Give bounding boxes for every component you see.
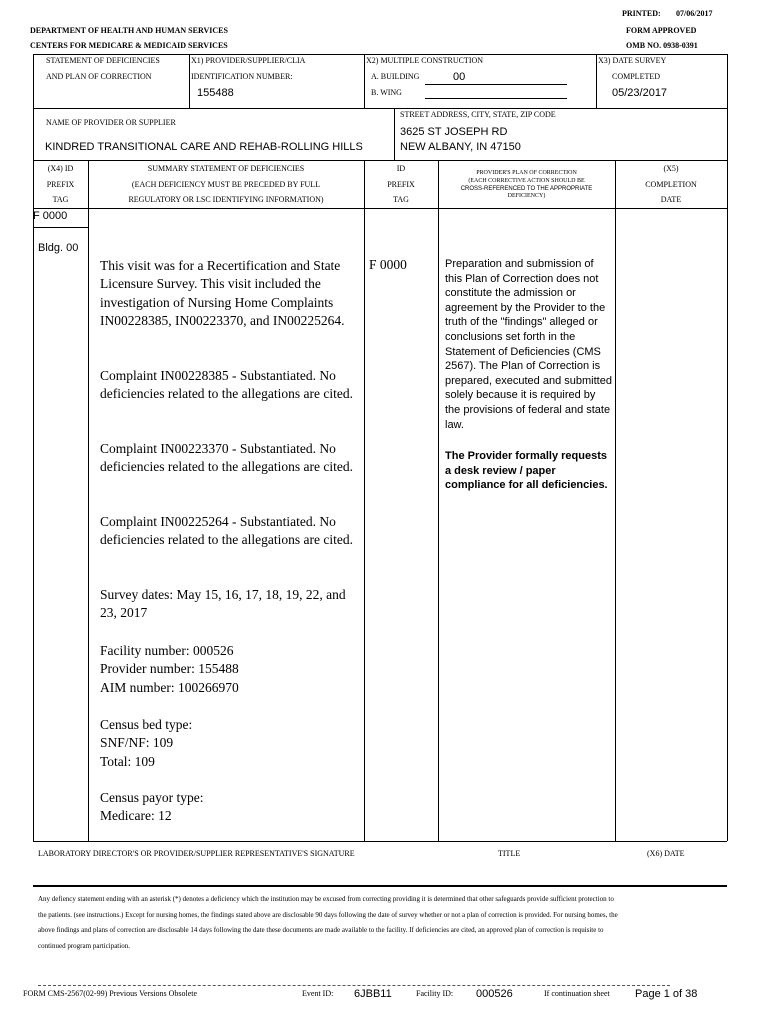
- deficiency-tag: F 0000: [33, 210, 68, 222]
- x4-tag-label: TAG: [52, 195, 69, 204]
- summary-header: SUMMARY STATEMENT OF DEFICIENCIES: [147, 164, 305, 173]
- prefix-label: PREFIX: [387, 180, 415, 189]
- provider-id-label: X1) PROVIDER/SUPPLIER/CLIA: [191, 56, 306, 65]
- poc-subheader-2: CROSS-REFERENCED TO THE APPROPRIATE: [460, 186, 593, 192]
- provider-name-value: KINDRED TRANSITIONAL CARE AND REHAB-ROLLING HILLS: [45, 141, 363, 153]
- x5-label: (X5): [663, 164, 679, 173]
- facility-id-label: Facility ID:: [416, 989, 454, 998]
- event-id-label: Event ID:: [302, 989, 334, 998]
- desk-review-request: The Provider formally requests a desk review / paper compliance for all deficiencies.: [445, 450, 608, 492]
- omb-number: OMB NO. 0938-0391: [626, 41, 698, 50]
- complaint-2: Complaint IN00223370 - Substantiated. No deficiencies related to the allegations are cited.: [100, 441, 353, 475]
- census-bed-type: Census bed type: SNF/NF: 109 Total: 109: [100, 717, 193, 769]
- date-label: DATE: [660, 195, 682, 204]
- survey-date-value: 05/23/2017: [612, 87, 668, 99]
- complaint-3: Complaint IN00225264 - Substantiated. No deficiencies related to the allegations are cited.: [100, 514, 353, 548]
- footnote: Any defiency statement ending with an asterisk (*) denotes a deficiency which the institution may be excused from correcting providing it is determined that other safeguards provide sufficient protection to the patients. (see instructions.) Except for nursing homes, the findings stated above are disclosable 90 days following the date of survey whether or not a plan of correction is provided. For nursing homes, the above findings and plans of correction are disclosable 14 days following the date these documents are made available to the facility. If deficiencies are cited, an approved plan of correction is requisite to continued program participation.: [38, 895, 618, 950]
- completed-label: COMPLETED: [612, 72, 660, 81]
- title-label: TITLE: [498, 849, 521, 858]
- printed-date: 07/06/2017: [676, 9, 713, 18]
- building-value: 00: [453, 71, 466, 83]
- statement-label: STATEMENT OF DEFICIENCIES: [46, 56, 160, 65]
- department-name: DEPARTMENT OF HEALTH AND HUMAN SERVICES: [30, 26, 228, 35]
- building-label: A. BUILDING: [371, 72, 420, 81]
- summary-subheader: (EACH DEFICIENCY MUST BE PRECEDED BY FULL: [131, 180, 321, 189]
- complaint-1: Complaint IN00228385 - Substantiated. No deficiencies related to the allegations are cited.: [100, 368, 353, 402]
- signature-date-label: (X6) DATE: [647, 849, 685, 858]
- poc-subheader-1: (EACH CORRECTIVE ACTION SHOULD BE: [468, 178, 585, 184]
- census-payor-type: Census payor type: Medicare: 12: [100, 790, 204, 824]
- completion-label: COMPLETION: [645, 180, 697, 189]
- summary-subheader-2: REGULATORY OR LSC IDENTIFYING INFORMATION): [128, 195, 324, 204]
- facility-id-value: 000526: [476, 988, 513, 1000]
- provider-id-value: 155488: [197, 87, 234, 99]
- page-number: Page 1 of 38: [635, 988, 698, 1000]
- right-tag: F 0000: [369, 257, 407, 272]
- plan-label: AND PLAN OF CORRECTION: [46, 72, 152, 81]
- address-line2: NEW ALBANY, IN 47150: [400, 141, 521, 153]
- poc-header: PROVIDER'S PLAN OF CORRECTION: [476, 170, 577, 176]
- building-tag: Bldg. 00: [38, 242, 79, 254]
- signature-label: LABORATORY DIRECTOR'S OR PROVIDER/SUPPLIER REPRESENTATIVE'S SIGNATURE: [38, 849, 355, 858]
- identification-label: IDENTIFICATION NUMBER:: [191, 72, 293, 81]
- id-label: ID: [396, 164, 406, 173]
- wing-label: B. WING: [371, 88, 402, 97]
- survey-intro: This visit was for a Recertification and State Licensure Survey. This visit included the investigation of Nursing Home Complaints IN00228385, IN00223370, and IN00225264.: [100, 258, 345, 328]
- address-label: STREET ADDRESS, CITY, STATE, ZIP CODE: [400, 110, 556, 119]
- form-number: FORM CMS-2567(02-99) Previous Versions Obsolete: [23, 989, 198, 998]
- multiple-construction-label: X2) MULTIPLE CONSTRUCTION: [366, 56, 484, 65]
- facility-numbers: Facility number: 000526 Provider number: 155488 AIM number: 100266970: [100, 643, 239, 695]
- date-survey-label: X3) DATE SURVEY: [598, 56, 667, 65]
- continuation-label: If continuation sheet: [544, 989, 610, 998]
- plan-of-correction-text: Preparation and submission of this Plan of Correction does not constitute the admission or agreement by the Provider to the truth of the "findings" alleged or conclusions set forth in the Statement of Deficiencies (CMS 2567). The Plan of Correction is prepared, executed and submitted solely because it is required by the provisions of federal and state law.: [445, 258, 612, 431]
- x4-id-label: (X4) ID: [47, 164, 74, 173]
- form-approved: FORM APPROVED: [626, 26, 697, 35]
- x4-prefix-label: PREFIX: [46, 180, 75, 189]
- provider-name-label: NAME OF PROVIDER OR SUPPLIER: [46, 118, 176, 127]
- printed-label: PRINTED:: [622, 9, 661, 18]
- poc-subheader-3: DEFICIENCY): [507, 193, 546, 199]
- survey-dates: Survey dates: May 15, 16, 17, 18, 19, 22, and 23, 2017: [100, 587, 346, 621]
- address-line1: 3625 ST JOSEPH RD: [400, 126, 508, 138]
- event-id-value: 6JBB11: [354, 988, 392, 1000]
- tag-label: TAG: [393, 195, 409, 204]
- centers-name: CENTERS FOR MEDICARE & MEDICAID SERVICES: [30, 41, 228, 50]
